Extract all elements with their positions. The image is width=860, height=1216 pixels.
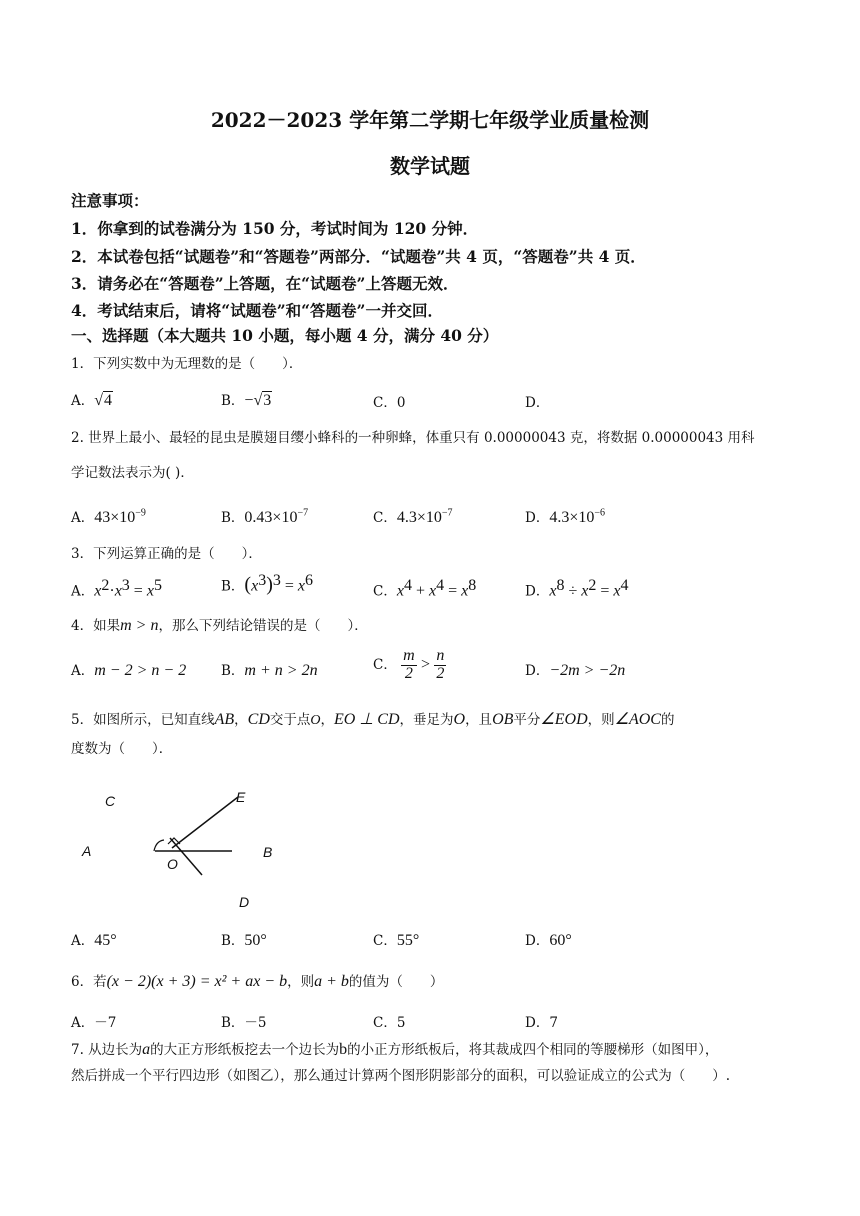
q5-stem-line2: 度数为（ ）． (71, 741, 173, 757)
q3-option-b: B．$(x^3)^3 = x^6$ (221, 572, 314, 596)
q2-stem-line1: 2. 世界上最小、最轻的昆虫是膜翅目缨小蜂科的一种卵蜂，体重只有 0.00000043 克，将数据 0.00000043 用科 (71, 430, 755, 446)
q1-stem: 1．下列实数中为无理数的是（ ）． (71, 356, 303, 372)
q7-stem-line1: 7. 从边长为a的大正方形纸板挖去一个边长为b的小正方形纸板后，将其裁成四个相同的等腰梯形（如图甲）， (71, 1041, 719, 1058)
figure-label-O: O (167, 856, 178, 872)
q6-option-a: A．－7 (71, 1015, 117, 1031)
q4-option-d: D．−2m > −2n (525, 662, 626, 679)
figure-label-C: C (105, 793, 116, 809)
figure-label-D: D (239, 894, 250, 910)
q2-option-b: B．$0.43\times 10^{-7}$ (221, 507, 309, 526)
section-heading: 一、选择题（本大题共 10 小题，每小题 4 分，满分 40 分） (71, 326, 499, 345)
notice-item-1: 1．你拿到的试卷满分为 150 分，考试时间为 120 分钟． (71, 219, 479, 238)
q2-stem-line2: 学记数法表示为( )． (71, 465, 194, 481)
exam-subtitle: 数学试题 (390, 154, 470, 178)
q6-option-c: C．5 (373, 1015, 406, 1031)
q6-option-b: B．－5 (221, 1015, 267, 1031)
q6-stem: 6．若(x − 2)(x + 3) = x² + ax − b，则a + b的值为（ ） (71, 973, 444, 990)
q1-option-a: A．√4 (71, 392, 113, 409)
q5-option-d: D．60° (525, 932, 572, 949)
q7-stem-line2: 然后拼成一个平行四边形（如图乙），那么通过计算两个图形阴影部分的面积，可以验证成立的公式为（ ）. (71, 1068, 731, 1084)
q5-figure (60, 770, 320, 920)
q3-option-a: A．$x^2\cdot x^3 = x^5$ (71, 577, 162, 600)
exam-title: 2022－2023 学年第二学期七年级学业质量检测 (210, 108, 650, 132)
q5-stem-line1: 5．如图所示，已知直线AB，CD交于点O，EO ⊥ CD，垂足为O，且OB平分∠EOD，则∠AOC的 (71, 711, 675, 728)
q1-option-d: D． (525, 395, 550, 411)
figure-label-E: E (236, 789, 246, 805)
notice-item-3: 3．请务必在“答题卷”上答题，在“试题卷”上答题无效． (71, 274, 459, 293)
q3-stem: 3．下列运算正确的是（ ）． (71, 546, 262, 562)
notice-item-4: 4．考试结束后，请将“试题卷”和“答题卷”一并交回． (71, 301, 443, 320)
notice-heading: 注意事项： (71, 191, 149, 210)
q5-option-b: B．50° (221, 932, 267, 949)
notice-item-2: 2．本试卷包括“试题卷”和“答题卷”两部分．“试题卷”共 4 页，“答题卷”共 4 页． (71, 247, 646, 266)
q4-option-a: A．m − 2 > n − 2 (71, 662, 187, 679)
q1-option-c: C．0 (373, 395, 406, 411)
q4-option-b: B．m + n > 2n (221, 662, 318, 679)
q2-option-a: A．$43\times 10^{-9}$ (71, 507, 146, 526)
q5-option-a: A．45° (71, 932, 117, 949)
q3-option-c: C．$x^4 + x^4 = x^8$ (373, 577, 477, 600)
q3-option-d: D．$x^8 \div x^2 = x^4$ (525, 577, 629, 600)
q6-option-d: D．7 (525, 1015, 558, 1031)
q2-option-c: C．$4.3\times 10^{-7}$ (373, 507, 453, 526)
figure-label-A: A (82, 843, 92, 859)
q4-stem: 4．如果m > n，那么下列结论错误的是（ ）． (71, 617, 368, 634)
q5-option-c: C．55° (373, 932, 420, 949)
q1-option-b: B．−√3 (221, 392, 272, 409)
q4-option-c: C． $\frac{m}{2}$ > $\frac{n}{2}$ (373, 647, 445, 682)
q2-option-d: D．$4.3\times 10^{-6}$ (525, 507, 605, 526)
figure-label-B: B (263, 844, 273, 860)
